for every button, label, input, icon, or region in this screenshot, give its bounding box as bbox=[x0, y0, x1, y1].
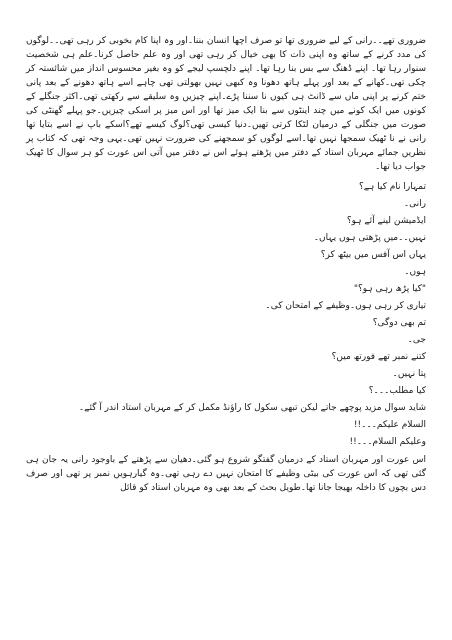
body-paragraph: ضروری تھے۔۔رانی کے لیے ضروری تھا تو صرف اچھا انسان بننا۔اور وہ اپنا کام بخوبی کر رہی تھی۔۔لوگوں کی مدد کرنے کے ساتھ وہ اپنی ذات کا بھی خیال کر رہی تھی اور وہ علم حاصل کرنا۔علم ہی شخصیت سنوار رہا تھا۔ اپنے ڈھنگ سے بس بنا رہا تھا۔ اپنے دلچسپ لیجے کو وہ بغیر محسوس انداز میں شائستہ کر چکی تھی۔کھانے کے بعد اور پہلے ہاتھ دھونا وہ کبھی نہیں بھولتی تھی چاہے اسے ہاتھ دھونے کے بعد پانی ختم کرنے پر اپنی ماں سے ڈانٹ ہی کیوں نا سننا پڑے۔اپنے چیزیں وہ سلیقے سے رکھتی تھی۔اکثر جنگلے کے کونوں میں ایک کونے میں چند اینٹوں سے بنا ایک میز تھا اور اس میز پر اسکی چیزیں۔جو پہلے گھنٹی کی صورت میں جنگلی کے درمیان لٹکا کرتی تھیں۔دنیا کیسی تھی؟لوگ کیسے تھے؟اسکے باپ نے اسے بتایا تھا رانی نے نا ٹھیک سمجھا نہیں تھا۔اسے لوگوں کو سمجھنے کی ضرورت نہیں تھی۔یہی وجہ تھی کہ کتاب پر نظریں جمائے مہربان استاد کے دفتر میں پڑھتے ہوئے اس نے دفتر میں آتی اس عورت کو ہر سوال کا ٹھیک جواب دیا تھا۔ bbox=[26, 36, 426, 172]
dialogue-line: نہیں۔۔میں پڑھتی ہوں یہاں۔ bbox=[313, 233, 426, 243]
document-page bbox=[26, 34, 426, 501]
dialogue-line: ایڈمیشن لینے آئے ہو؟ bbox=[346, 216, 426, 226]
dialogue-line: رانی۔ bbox=[403, 199, 426, 209]
dialogue-line: تم بھی دوگی؟ bbox=[372, 318, 426, 328]
dialogue-line: وعلیکم السلام۔۔۔!! bbox=[349, 437, 426, 447]
dialogue-line: کیا مطلب۔۔۔؟ bbox=[368, 386, 426, 396]
dialogue-line: "کیا پڑھ رہی ہو؟" bbox=[353, 284, 426, 294]
dialogue-line: یہاں اس آفس میں بیٹھ کر؟ bbox=[320, 250, 426, 260]
dialogue-line: السلام علیکم۔۔۔!! bbox=[353, 420, 426, 430]
dialogue-line: کتنے نمبر تھے فورتھ میں؟ bbox=[331, 352, 426, 362]
dialogue-line: ہوں۔ bbox=[404, 267, 426, 277]
closing-paragraph: اس عورت اور مہربان استاد کے درمیان گفتگو شروع ہو گئی۔دھیان سے پڑھتے کے باوجود رانی یہ جان ہی گئی تھی کہ اس عورت کی بیٹی وظیفے کا امتحان نہیں دے رہی تھی۔وہ گیارہویں نمبر پر تھی اور صرف دس بچوں کا داخلہ بھیجا جانا تھا۔طویل بحث کے بعد بھی وہ مہربان استاد کو قائل bbox=[26, 455, 426, 493]
dialogue-block bbox=[26, 180, 426, 449]
dialogue-line: تیاری کر رہی ہوں۔وظیفے کے امتحان کی۔ bbox=[265, 301, 426, 311]
dialogue-line: پتا نہیں۔ bbox=[392, 369, 426, 379]
dialogue-line: تمہارا نام کیا ہے؟ bbox=[358, 182, 426, 192]
dialogue-line: جی۔ bbox=[407, 335, 426, 345]
narration-line: شاید سوال مزید پوچھے جاتے لیکن تبھی سکول کا راؤنڈ مکمل کر کے مہربان استاد اندر آ گئے۔ bbox=[78, 403, 426, 413]
